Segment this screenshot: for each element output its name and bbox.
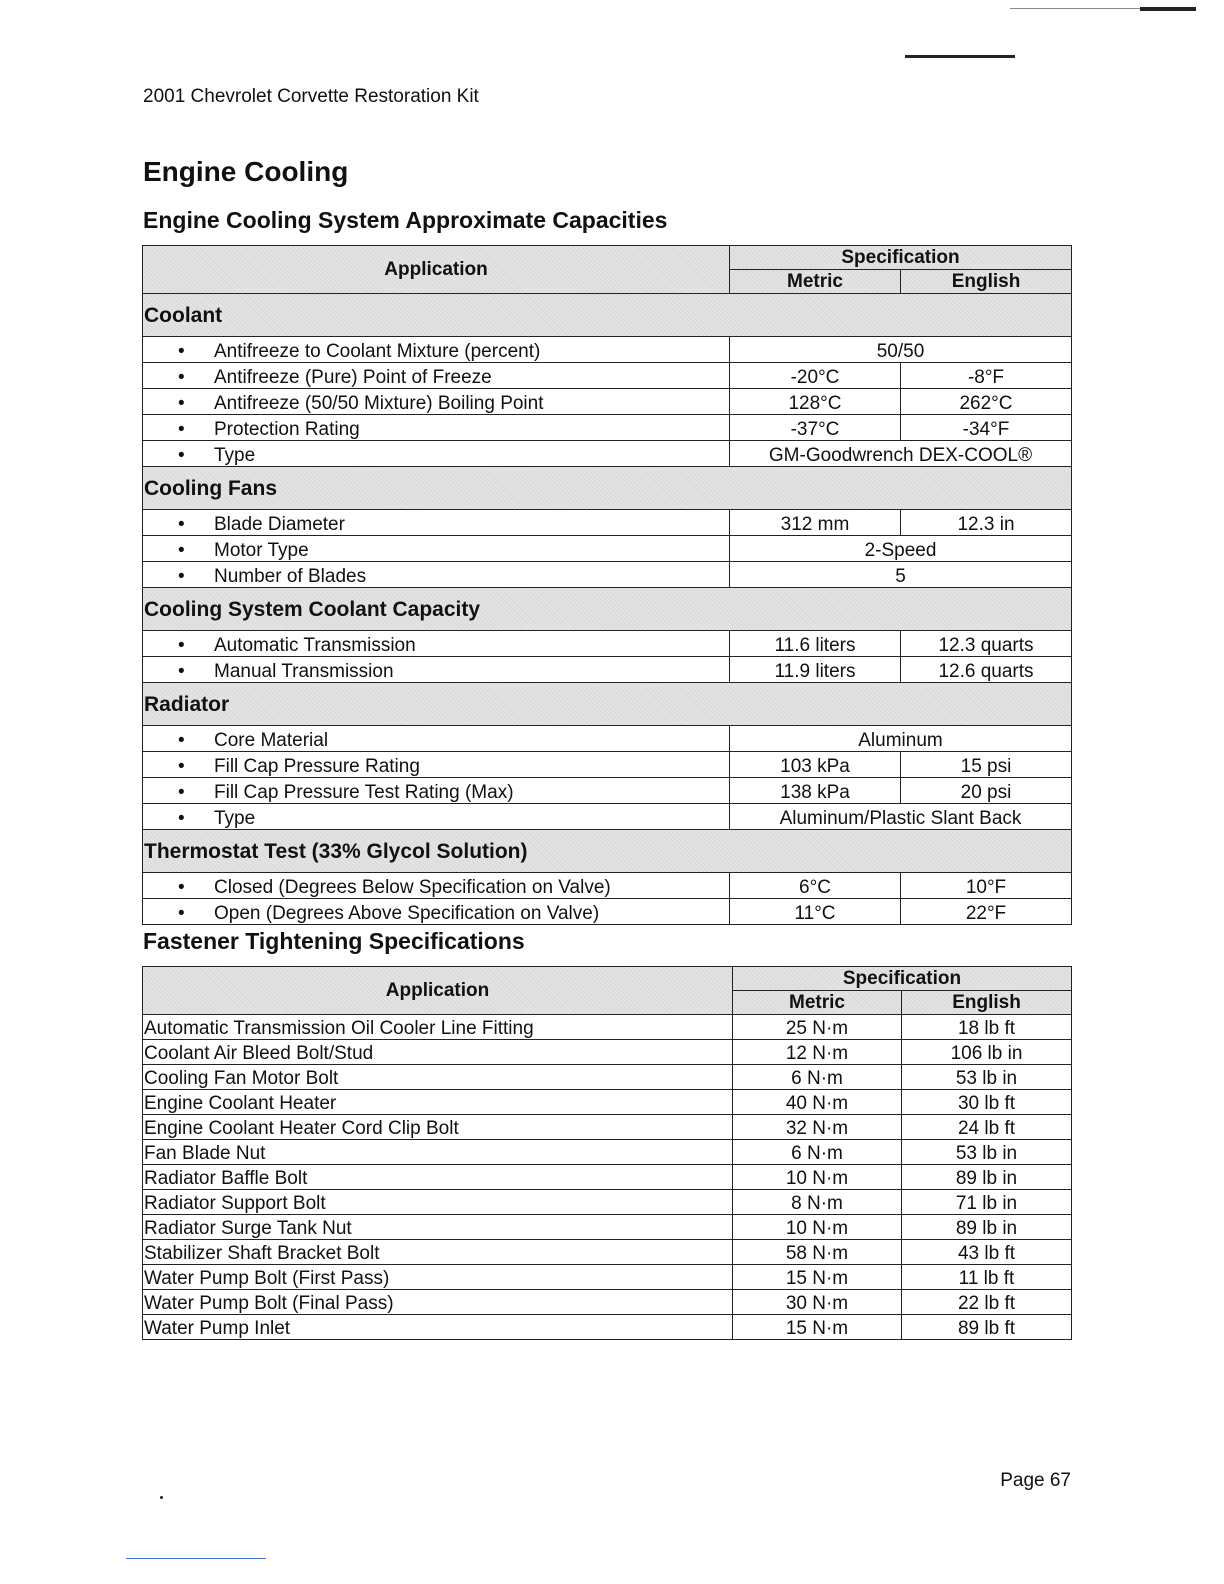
application-text: Open (Degrees Above Specification on Valve) (214, 903, 600, 924)
english-value-cell: 10°F (901, 873, 1072, 899)
english-value-cell: 11 lb ft (902, 1265, 1072, 1290)
col-specification-header: Specification (733, 967, 1072, 991)
application-text: Number of Blades (214, 566, 367, 587)
application-cell: Automatic Transmission Oil Cooler Line Fitting (143, 1015, 733, 1040)
section-heading: Cooling Fans (143, 467, 1072, 510)
table-row (143, 657, 1072, 683)
metric-value-cell: 138 kPa (730, 778, 901, 804)
spec-value-cell: 50/50 (730, 337, 1072, 363)
metric-value-cell: -20°C (730, 363, 901, 389)
bullet-icon: • (178, 730, 185, 751)
application-cell: Water Pump Bolt (Final Pass) (143, 1290, 733, 1315)
spec-value-cell: 2-Speed (730, 536, 1072, 562)
table-row (143, 899, 1072, 925)
application-text: Blade Diameter (214, 514, 345, 535)
spec-value-cell: Aluminum (730, 726, 1072, 752)
application-cell (143, 899, 730, 925)
application-cell: Coolant Air Bleed Bolt/Stud (143, 1040, 733, 1065)
metric-value-cell: 15 N·m (733, 1315, 902, 1340)
application-text: Motor Type (214, 540, 309, 561)
bullet-icon: • (178, 445, 185, 466)
table-row (143, 441, 1072, 467)
application-cell (143, 752, 730, 778)
running-header: 2001 Chevrolet Corvette Restoration Kit (143, 86, 479, 107)
metric-value-cell: 103 kPa (730, 752, 901, 778)
metric-value-cell: 312 mm (730, 510, 901, 536)
section-row (143, 588, 1072, 631)
metric-value-cell: 12 N·m (733, 1040, 902, 1065)
application-text: Automatic Transmission (214, 635, 416, 656)
bullet-icon: • (178, 877, 185, 898)
table-row (143, 1090, 1072, 1115)
section-heading: Cooling System Coolant Capacity (143, 588, 1072, 631)
application-cell: Radiator Support Bolt (143, 1190, 733, 1215)
application-text: Core Material (214, 730, 329, 751)
bullet-icon: • (178, 903, 185, 924)
bullet-icon: • (178, 808, 185, 829)
col-metric-header: Metric (730, 270, 901, 294)
table-row (143, 562, 1072, 588)
scan-mark-top-right-2 (1010, 8, 1140, 9)
application-cell (143, 337, 730, 363)
english-value-cell: 89 lb in (902, 1215, 1072, 1240)
bullet-icon: • (178, 540, 185, 561)
metric-value-cell: 6 N·m (733, 1065, 902, 1090)
application-cell: Cooling Fan Motor Bolt (143, 1065, 733, 1090)
application-cell (143, 562, 730, 588)
bullet-icon: • (178, 661, 185, 682)
capacities-table (142, 245, 1072, 925)
metric-value-cell: 32 N·m (733, 1115, 902, 1140)
english-value-cell: 12.3 in (901, 510, 1072, 536)
application-cell (143, 510, 730, 536)
capacities-title: Engine Cooling System Approximate Capacities (143, 207, 668, 233)
table-row (143, 631, 1072, 657)
application-cell: Engine Coolant Heater Cord Clip Bolt (143, 1115, 733, 1140)
application-cell (143, 873, 730, 899)
application-text: Protection Rating (214, 419, 360, 440)
metric-value-cell: 8 N·m (733, 1190, 902, 1215)
application-cell: Radiator Surge Tank Nut (143, 1215, 733, 1240)
application-cell (143, 441, 730, 467)
table-row (143, 1215, 1072, 1240)
table-row (143, 1265, 1072, 1290)
table-row (143, 1115, 1072, 1140)
table-row (143, 1290, 1072, 1315)
col-metric-header: Metric (733, 991, 902, 1015)
application-cell (143, 631, 730, 657)
application-cell (143, 657, 730, 683)
table-row (143, 337, 1072, 363)
table-row (143, 415, 1072, 441)
metric-value-cell: 10 N·m (733, 1215, 902, 1240)
table-row (143, 1240, 1072, 1265)
application-text: Fill Cap Pressure Rating (214, 756, 420, 777)
english-value-cell: 71 lb in (902, 1190, 1072, 1215)
table-row (143, 1015, 1072, 1040)
english-value-cell: 89 lb in (902, 1165, 1072, 1190)
application-cell (143, 415, 730, 441)
application-cell: Fan Blade Nut (143, 1140, 733, 1165)
table-row (143, 726, 1072, 752)
application-cell: Water Pump Inlet (143, 1315, 733, 1340)
application-cell (143, 778, 730, 804)
bullet-icon: • (178, 419, 185, 440)
application-cell (143, 389, 730, 415)
english-value-cell: 89 lb ft (902, 1315, 1072, 1340)
metric-value-cell: -37°C (730, 415, 901, 441)
section-row (143, 294, 1072, 337)
english-value-cell: 30 lb ft (902, 1090, 1072, 1115)
table-row (143, 536, 1072, 562)
metric-value-cell: 6°C (730, 873, 901, 899)
section-heading: Thermostat Test (33% Glycol Solution) (143, 830, 1072, 873)
english-value-cell: 24 lb ft (902, 1115, 1072, 1140)
english-value-cell: 22 lb ft (902, 1290, 1072, 1315)
bullet-icon: • (178, 635, 185, 656)
section-row (143, 830, 1072, 873)
fasteners-table (142, 966, 1072, 1340)
english-value-cell: 12.3 quarts (901, 631, 1072, 657)
metric-value-cell: 10 N·m (733, 1165, 902, 1190)
metric-value-cell: 6 N·m (733, 1140, 902, 1165)
col-application-header: Application (143, 967, 733, 1015)
table-row (143, 1165, 1072, 1190)
english-value-cell: 20 psi (901, 778, 1072, 804)
english-value-cell: 53 lb in (902, 1140, 1072, 1165)
scan-mark-top-right (1140, 7, 1196, 11)
page-title: Engine Cooling (143, 156, 349, 187)
spec-value-cell: GM-Goodwrench DEX-COOL® (730, 441, 1072, 467)
col-english-header: English (901, 270, 1072, 294)
scan-mark-upper (905, 55, 1015, 58)
application-cell: Engine Coolant Heater (143, 1090, 733, 1115)
table-row (143, 752, 1072, 778)
table-row (143, 778, 1072, 804)
table-row (143, 1190, 1072, 1215)
col-application-header: Application (143, 246, 730, 294)
english-value-cell: 262°C (901, 389, 1072, 415)
fasteners-title: Fastener Tightening Specifications (143, 928, 525, 954)
english-value-cell: 22°F (901, 899, 1072, 925)
metric-value-cell: 11°C (730, 899, 901, 925)
application-text: Antifreeze (Pure) Point of Freeze (214, 367, 492, 388)
table-row (143, 1040, 1072, 1065)
english-value-cell: 106 lb in (902, 1040, 1072, 1065)
english-value-cell: 18 lb ft (902, 1015, 1072, 1040)
english-value-cell: -8°F (901, 363, 1072, 389)
application-cell: Stabilizer Shaft Bracket Bolt (143, 1240, 733, 1265)
bullet-icon: • (178, 782, 185, 803)
scan-dot (160, 1496, 163, 1499)
table-row (143, 1315, 1072, 1340)
application-cell (143, 363, 730, 389)
application-text: Closed (Degrees Below Specification on Valve) (214, 877, 611, 898)
scan-mark-bottom-line (126, 1558, 266, 1559)
application-cell: Radiator Baffle Bolt (143, 1165, 733, 1190)
metric-value-cell: 58 N·m (733, 1240, 902, 1265)
application-cell (143, 726, 730, 752)
col-english-header: English (902, 991, 1072, 1015)
metric-value-cell: 30 N·m (733, 1290, 902, 1315)
application-text: Antifreeze (50/50 Mixture) Boiling Point (214, 393, 544, 414)
bullet-icon: • (178, 756, 185, 777)
application-text: Manual Transmission (214, 661, 394, 682)
english-value-cell: 15 psi (901, 752, 1072, 778)
application-cell: Water Pump Bolt (First Pass) (143, 1265, 733, 1290)
table-row (143, 1140, 1072, 1165)
english-value-cell: 12.6 quarts (901, 657, 1072, 683)
metric-value-cell: 11.6 liters (730, 631, 901, 657)
table-row (143, 804, 1072, 830)
bullet-icon: • (178, 566, 185, 587)
section-row (143, 467, 1072, 510)
metric-value-cell: 128°C (730, 389, 901, 415)
application-text: Antifreeze to Coolant Mixture (percent) (214, 341, 541, 362)
section-heading: Coolant (143, 294, 1072, 337)
metric-value-cell: 25 N·m (733, 1015, 902, 1040)
metric-value-cell: 15 N·m (733, 1265, 902, 1290)
metric-value-cell: 11.9 liters (730, 657, 901, 683)
section-row (143, 683, 1072, 726)
bullet-icon: • (178, 367, 185, 388)
table-row (143, 1065, 1072, 1090)
spec-value-cell: 5 (730, 562, 1072, 588)
application-text: Type (214, 808, 256, 829)
col-specification-header: Specification (730, 246, 1072, 270)
english-value-cell: 53 lb in (902, 1065, 1072, 1090)
table-row (143, 510, 1072, 536)
metric-value-cell: 40 N·m (733, 1090, 902, 1115)
application-text: Type (214, 445, 256, 466)
application-cell (143, 804, 730, 830)
spec-value-cell: Aluminum/Plastic Slant Back (730, 804, 1072, 830)
table-row (143, 873, 1072, 899)
english-value-cell: 43 lb ft (902, 1240, 1072, 1265)
bullet-icon: • (178, 393, 185, 414)
bullet-icon: • (178, 514, 185, 535)
application-text: Fill Cap Pressure Test Rating (Max) (214, 782, 514, 803)
table-row (143, 363, 1072, 389)
english-value-cell: -34°F (901, 415, 1072, 441)
application-cell (143, 536, 730, 562)
bullet-icon: • (178, 341, 185, 362)
table-row (143, 389, 1072, 415)
section-heading: Radiator (143, 683, 1072, 726)
page-number: Page 67 (1000, 1470, 1071, 1491)
